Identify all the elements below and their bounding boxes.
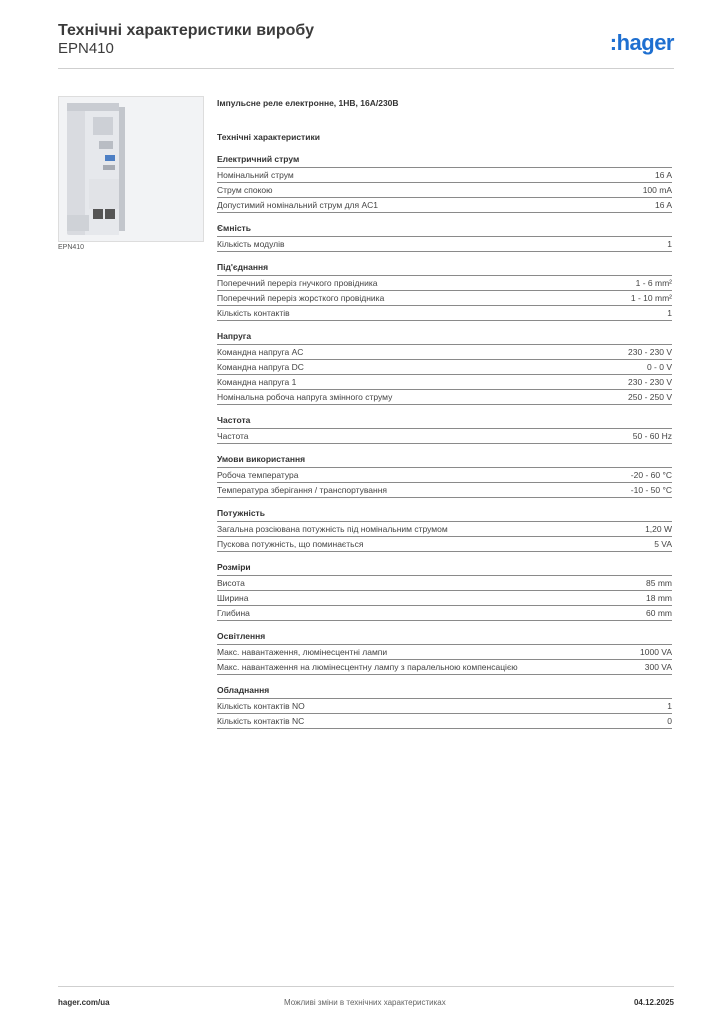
spec-group-title: Частота <box>217 414 672 429</box>
spec-label: Поперечний переріз гнучкого провідника <box>217 278 378 288</box>
spec-group <box>217 222 672 252</box>
spec-group-title: Обладнання <box>217 684 672 699</box>
spec-label: Поперечний переріз жорсткого провідника <box>217 293 385 303</box>
spec-label: Пускова потужність, що поминається <box>217 539 364 549</box>
relay-device-image <box>59 97 203 241</box>
spec-row <box>217 645 672 660</box>
spec-value: 85 mm <box>646 578 672 588</box>
footer-divider <box>58 986 674 987</box>
spec-group <box>217 684 672 729</box>
spec-label: Кількість контактів <box>217 308 290 318</box>
spec-value: 300 VA <box>644 662 672 672</box>
product-code: EPN410 <box>58 40 114 57</box>
spec-value: 1,20 W <box>645 524 672 534</box>
spec-value: 1 <box>667 701 672 711</box>
spec-row <box>217 390 672 405</box>
product-name: Імпульсне реле електронне, 1НВ, 16А/230В <box>217 98 399 108</box>
spec-row <box>217 522 672 537</box>
spec-label: Температура зберігання / транспортування <box>217 485 388 495</box>
spec-group-title: Ємність <box>217 222 672 237</box>
spec-row <box>217 660 672 675</box>
spec-value: 100 mA <box>642 185 672 195</box>
spec-row <box>217 168 672 183</box>
spec-label: Командна напруга AC <box>217 347 304 357</box>
spec-value: 230 - 230 V <box>628 347 672 357</box>
spec-row <box>217 198 672 213</box>
spec-row <box>217 537 672 552</box>
spec-section-heading: Технічні характеристики <box>217 132 320 142</box>
spec-row <box>217 714 672 729</box>
spec-value: 1000 VA <box>640 647 672 657</box>
spec-value: 16 A <box>654 170 672 180</box>
spec-value: 16 A <box>654 200 672 210</box>
spec-row <box>217 576 672 591</box>
spec-group <box>217 561 672 621</box>
spec-row <box>217 276 672 291</box>
spec-row <box>217 237 672 252</box>
spec-row <box>217 699 672 714</box>
spec-group-title: Напруга <box>217 330 672 345</box>
spec-row <box>217 483 672 498</box>
footer-date: 04.12.2025 <box>633 998 674 1007</box>
spec-label: Кількість контактів NC <box>217 716 305 726</box>
spec-value: 60 mm <box>646 608 672 618</box>
spec-value: 1 - 10 mm² <box>630 293 672 303</box>
spec-row <box>217 306 672 321</box>
spec-group <box>217 507 672 552</box>
spec-group <box>217 630 672 675</box>
spec-value: 5 VA <box>654 539 672 549</box>
spec-value: 1 - 6 mm² <box>635 278 672 288</box>
spec-value: 1 <box>667 308 672 318</box>
spec-label: Макс. навантаження, люмінесцентні лампи <box>217 647 388 657</box>
spec-group-title: Електричний струм <box>217 153 672 168</box>
spec-row <box>217 429 672 444</box>
spec-label: Ширина <box>217 593 249 603</box>
spec-label: Струм спокою <box>217 185 273 195</box>
spec-row <box>217 606 672 621</box>
spec-row <box>217 291 672 306</box>
spec-group-title: Освітлення <box>217 630 672 645</box>
spec-label: Загальна розсіювана потужність під номінальним струмом <box>217 524 448 534</box>
spec-label: Командна напруга 1 <box>217 377 297 387</box>
spec-label: Командна напруга DC <box>217 362 304 372</box>
spec-group-title: Під'єднання <box>217 261 672 276</box>
spec-label: Допустимий номінальний струм для AC1 <box>217 200 378 210</box>
spec-value: 50 - 60 Hz <box>632 431 672 441</box>
spec-row <box>217 375 672 390</box>
spec-group <box>217 330 672 405</box>
hager-logo: :hager <box>609 30 674 55</box>
spec-label: Кількість контактів NO <box>217 701 305 711</box>
spec-label: Частота <box>217 431 249 441</box>
spec-group <box>217 153 672 213</box>
spec-value: 0 <box>667 716 672 726</box>
footer-disclaimer: Можливі зміни в технічних характеристиках <box>284 998 446 1007</box>
spec-group <box>217 453 672 498</box>
spec-group-title: Умови використання <box>217 453 672 468</box>
spec-row <box>217 468 672 483</box>
spec-value: 0 - 0 V <box>646 362 672 372</box>
spec-value: 230 - 230 V <box>628 377 672 387</box>
spec-row <box>217 345 672 360</box>
spec-content <box>217 96 672 729</box>
spec-groups <box>217 153 672 729</box>
spec-value: -10 - 50 °C <box>630 485 672 495</box>
spec-group <box>217 414 672 444</box>
page-header <box>58 22 674 58</box>
spec-label: Кількість модулів <box>217 239 285 249</box>
header-divider <box>58 68 674 69</box>
spec-label: Номінальний струм <box>217 170 294 180</box>
spec-row <box>217 591 672 606</box>
footer-website[interactable]: hager.com/ua <box>58 998 110 1007</box>
spec-group <box>217 261 672 321</box>
spec-value: -20 - 60 °C <box>630 470 672 480</box>
spec-value: 1 <box>667 239 672 249</box>
spec-value: 250 - 250 V <box>628 392 672 402</box>
spec-label: Висота <box>217 578 245 588</box>
spec-label: Макс. навантаження на люмінесцентну лампу з паралельною компенсацією <box>217 662 518 672</box>
spec-group-title: Розміри <box>217 561 672 576</box>
spec-label: Номінальна робоча напруга змінного струму <box>217 392 393 402</box>
spec-value: 18 mm <box>646 593 672 603</box>
spec-label: Робоча температура <box>217 470 299 480</box>
product-image <box>58 96 204 242</box>
page-title: Технічні характеристики виробу <box>58 22 314 39</box>
spec-group-title: Потужність <box>217 507 672 522</box>
spec-row <box>217 183 672 198</box>
logo-text: hager <box>616 30 674 55</box>
image-caption: EPN410 <box>58 244 85 251</box>
spec-label: Глибина <box>217 608 250 618</box>
spec-row <box>217 360 672 375</box>
